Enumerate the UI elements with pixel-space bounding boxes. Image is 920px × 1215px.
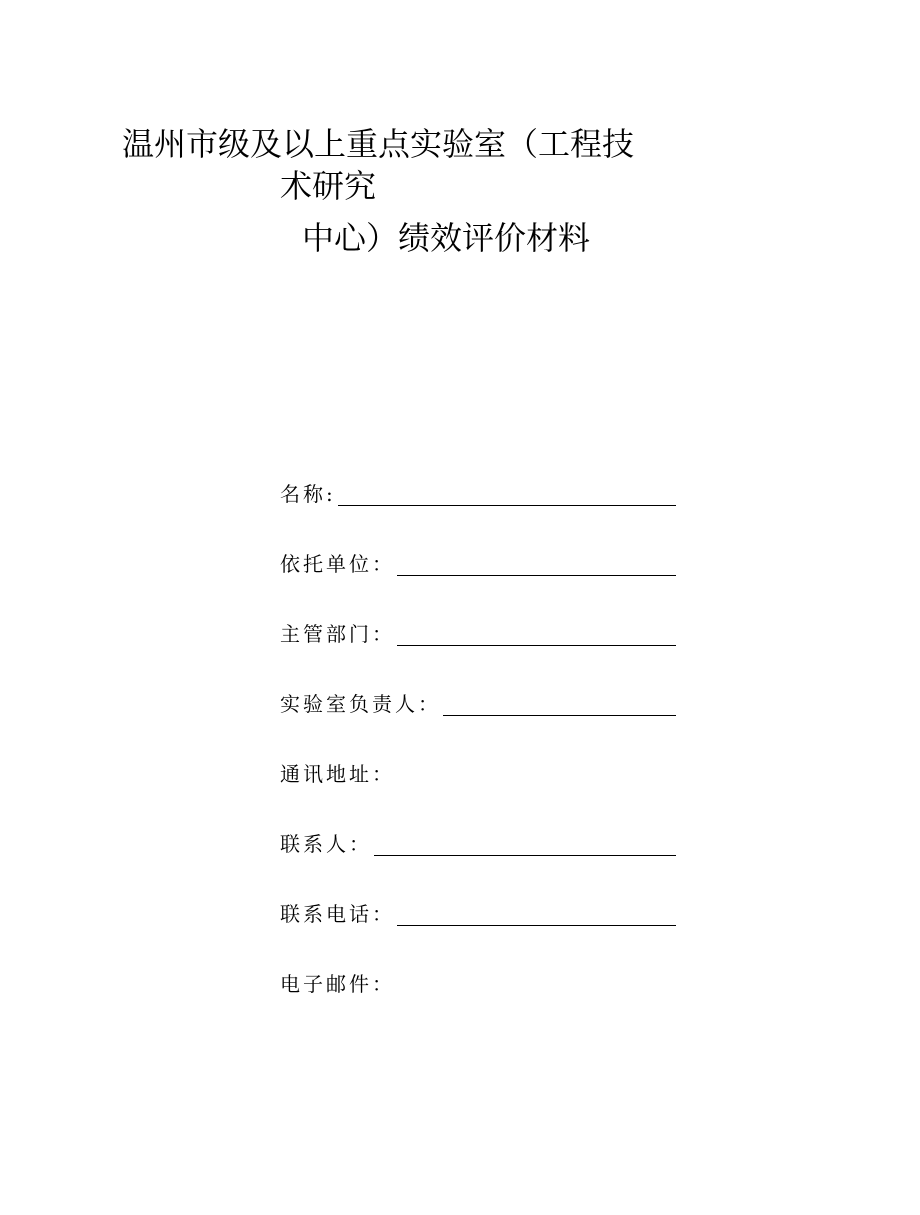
field-line-contact-person	[374, 855, 676, 856]
field-line-lab-director	[443, 715, 676, 716]
field-label-name: 名称:	[280, 482, 336, 506]
field-row-lab-director	[280, 682, 676, 718]
field-line-host-unit	[397, 575, 676, 576]
field-line-supervising-department	[397, 645, 676, 646]
field-row-contact-phone	[280, 892, 676, 928]
document-title-line-3: 中心）绩效评价材料	[302, 219, 591, 257]
field-line-name	[338, 505, 676, 506]
field-row-name	[280, 472, 676, 508]
field-label-contact-phone: 联系电话：	[280, 902, 395, 926]
field-label-host-unit: 依托单位：	[280, 552, 395, 576]
field-label-email: 电子邮件：	[280, 972, 395, 996]
field-row-contact-person	[280, 822, 676, 858]
field-row-host-unit	[280, 542, 676, 578]
field-label-mailing-address: 通讯地址：	[280, 762, 395, 786]
field-row-supervising-department	[280, 612, 676, 648]
field-row-mailing-address	[280, 752, 676, 788]
document-title-line-1: 温州市级及以上重点实验室（工程技	[122, 125, 635, 163]
field-row-email	[280, 962, 676, 998]
field-label-contact-person: 联系人：	[280, 832, 372, 856]
document-title-line-2: 术研究	[280, 167, 377, 205]
field-label-supervising-department: 主管部门：	[280, 622, 395, 646]
field-label-lab-director: 实验室负责人：	[280, 692, 441, 716]
field-line-contact-phone	[397, 925, 676, 926]
